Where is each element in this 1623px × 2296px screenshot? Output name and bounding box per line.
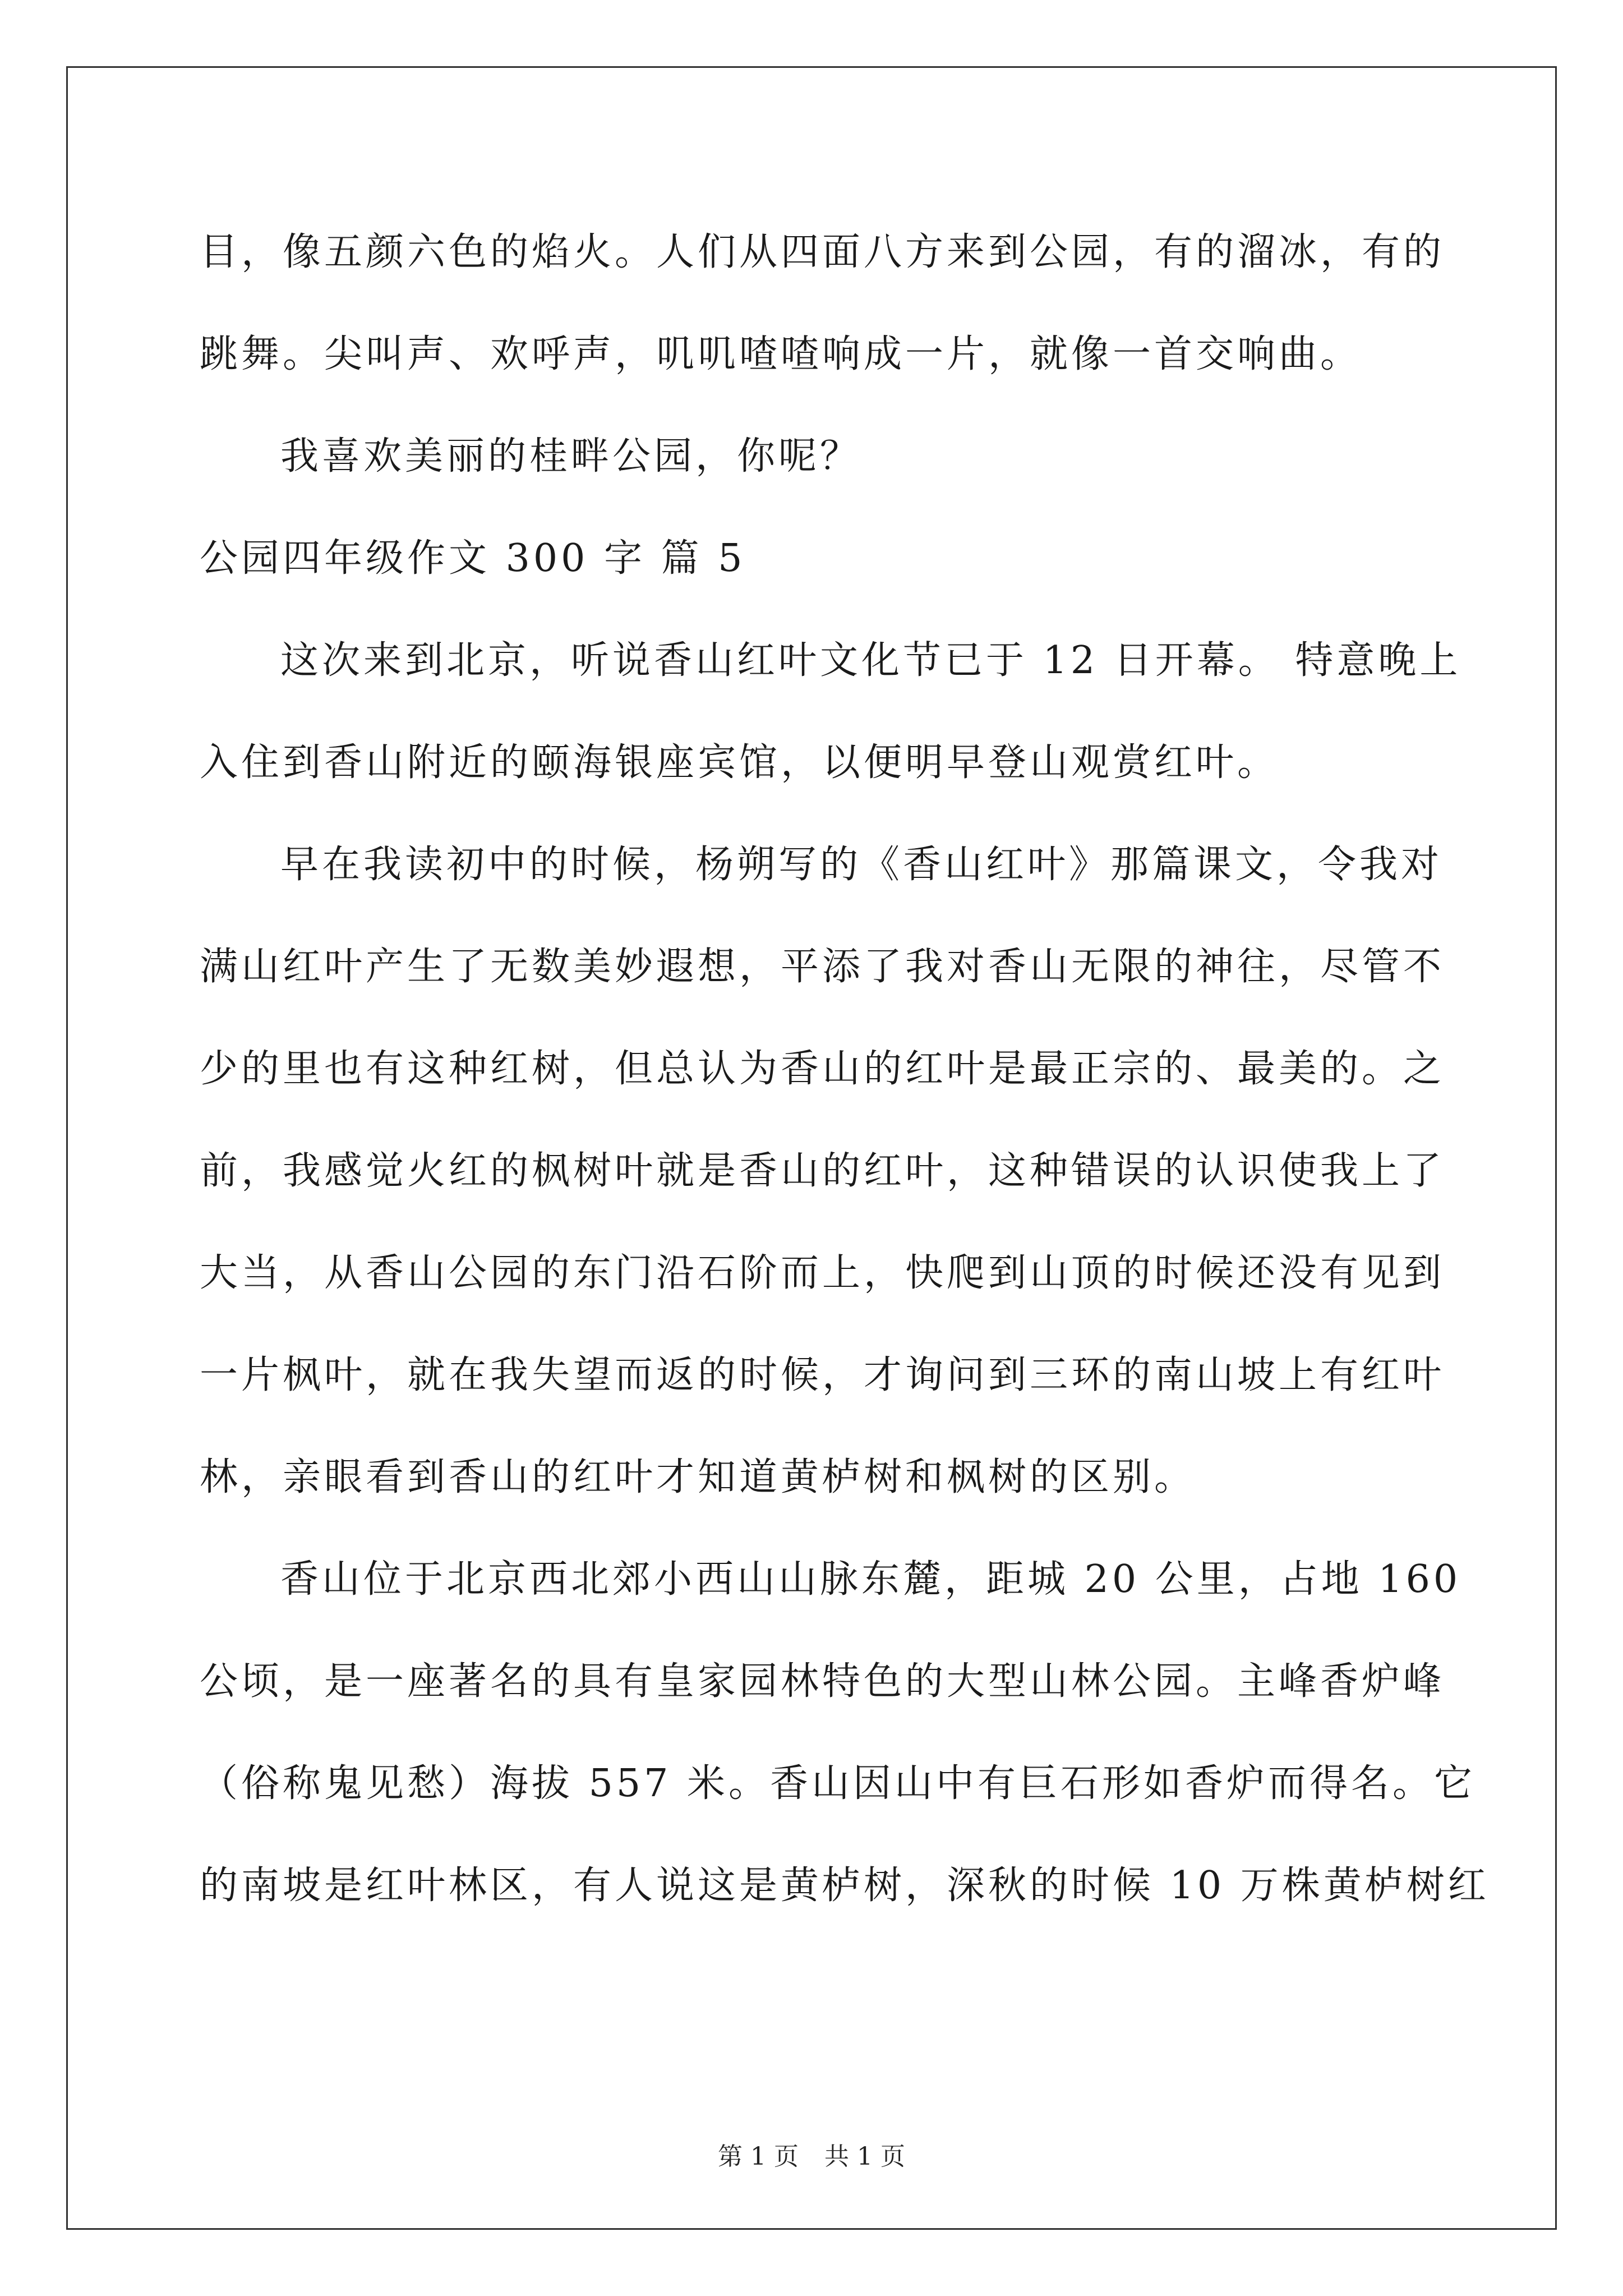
text-line: 的南坡是红叶林区，有人说这是黄栌树，深秋的时候 10 万株黄栌树红	[200, 1864, 1490, 1908]
text-line: 这次来到北京，听说香山红叶文化节已于 12 日开幕。 特意晚上	[280, 638, 1461, 683]
text-line: 一片枫叶，就在我失望而返的时候，才询问到三环的南山坡上有红叶	[200, 1353, 1445, 1397]
section-heading: 公园四年级作文 300 字 篇 5	[200, 536, 746, 581]
text-line: 跳舞。尖叫声、欢呼声，叽叽喳喳响成一片，就像一首交响曲。	[200, 332, 1362, 376]
text-line: 公顷，是一座著名的具有皇家园林特色的大型山林公园。主峰香炉峰	[200, 1659, 1445, 1704]
text-line: 我喜欢美丽的桂畔公园，你呢？	[280, 434, 862, 478]
text-line: 林，亲眼看到香山的红叶才知道黄栌树和枫树的区别。	[200, 1455, 1196, 1499]
text-line: 大当，从香山公园的东门沿石阶而上，快爬到山顶的时候还没有见到	[200, 1251, 1445, 1295]
text-line: 少的里也有这种红树，但总认为香山的红叶是最正宗的、最美的。之	[200, 1047, 1445, 1091]
page-number: 第 1 页	[718, 2142, 799, 2171]
text-line: 入住到香山附近的颐海银座宾馆，以便明早登山观赏红叶。	[200, 740, 1279, 785]
text-line: 前，我感觉火红的枫树叶就是香山的红叶，这种错误的认识使我上了	[200, 1149, 1445, 1193]
text-line: 满山红叶产生了无数美妙遐想，平添了我对香山无限的神往，尽管不	[200, 945, 1445, 989]
text-line: （俗称鬼见愁）海拔 557 米。香山因山中有巨石形如香炉而得名。它	[200, 1761, 1476, 1806]
document-body	[200, 213, 1490, 1949]
text-line: 早在我读初中的时候，杨朔写的《香山红叶》那篇课文，令我对	[280, 843, 1443, 887]
page-footer	[0, 2140, 1623, 2174]
text-line: 目，像五颜六色的焰火。人们从四面八方来到公园，有的溜冰，有的	[200, 230, 1445, 274]
page-total: 共 1 页	[824, 2142, 905, 2171]
text-line: 香山位于北京西北郊小西山山脉东麓，距城 20 公里，占地 160	[280, 1557, 1461, 1602]
